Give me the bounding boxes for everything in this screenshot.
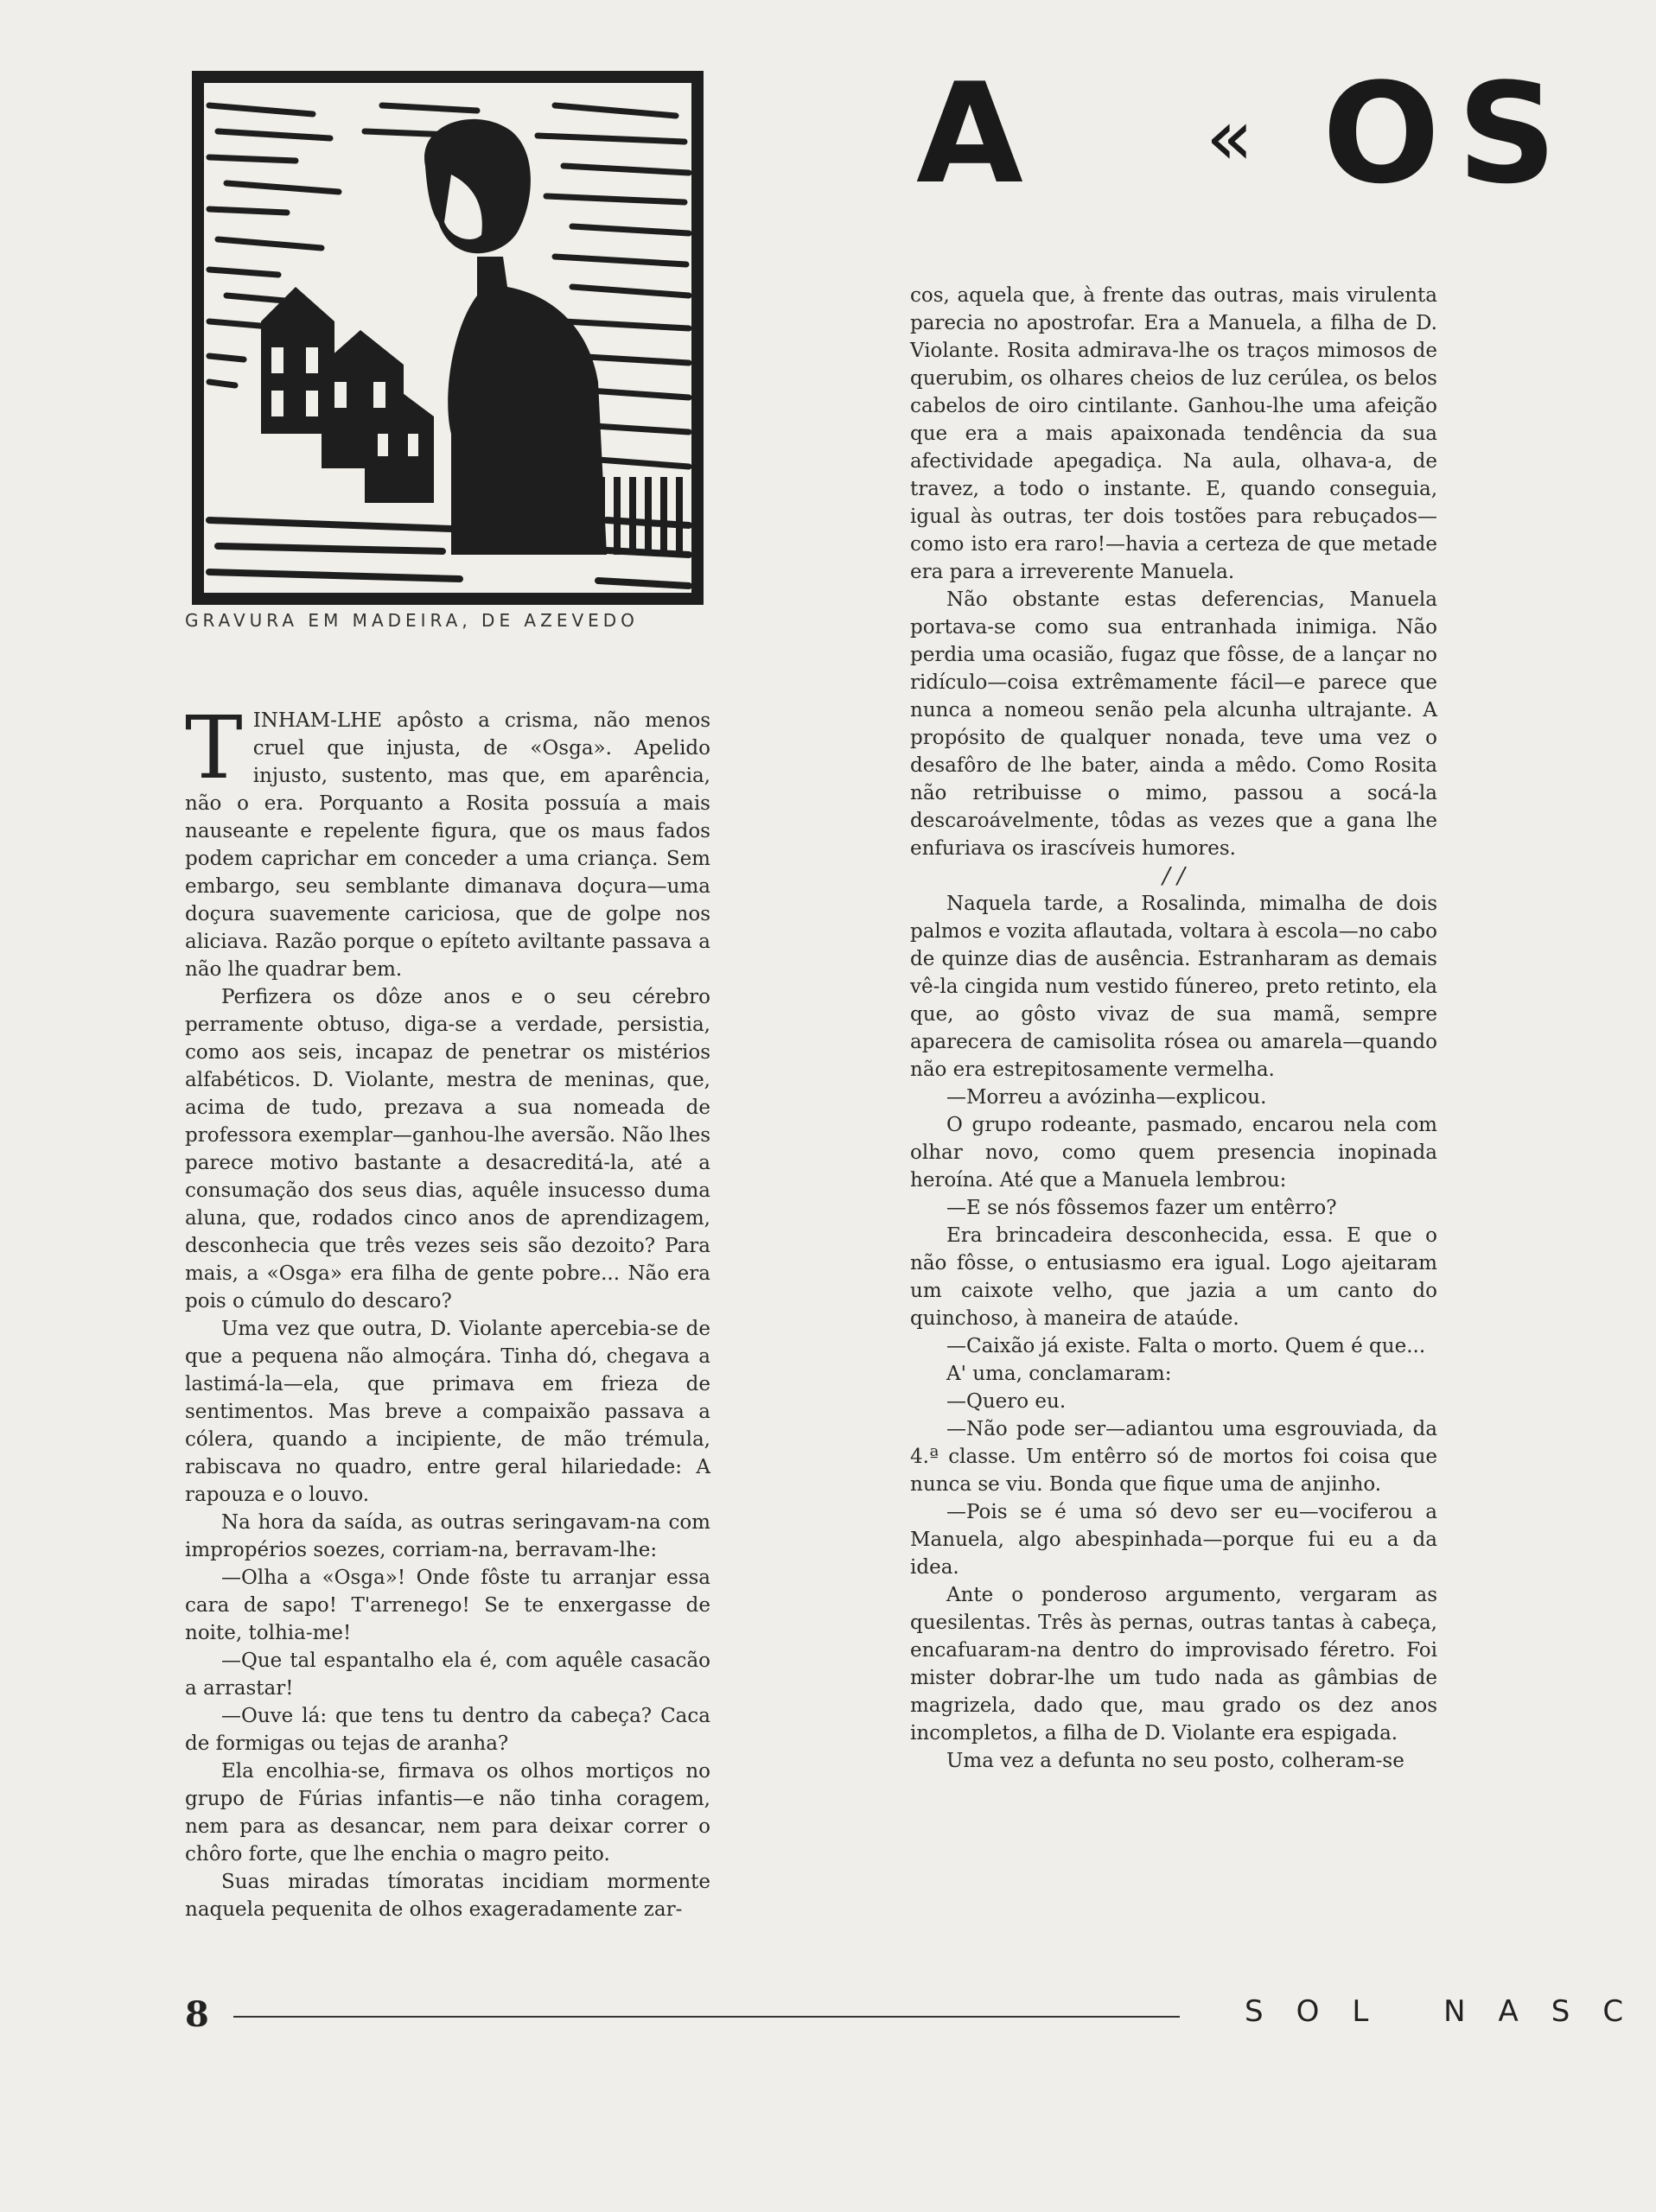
title-letter-a: A — [916, 53, 1023, 214]
paragraph: —Morreu a avózinha—explicou. — [946, 1086, 1267, 1109]
paragraph: A' uma, conclamaram: — [946, 1363, 1172, 1385]
left-column — [185, 697, 711, 1923]
paragraph: Suas miradas tímoratas incidiam mormente naquela pequenita de olhos exageradamente zar- — [185, 1871, 710, 1921]
paragraph: Perfizera os dôze anos e o seu cérebro perramente obtuso, diga-se a verdade, persistia, como aos seis, incapaz de penetrar os mistérios alfabéticos. D. Violante, mestra de meninas, que, acima de tudo, prezava a sua nomeada de professora exemplar—ganhou-lhe aversão. Não lhes parece motivo bastante a desacreditá-la, até a consumação dos seus dias, aquêle insucesso duma aluna, que, rodados cinco anos de aprendizagem, desconhecia que três vezes seis são dezoito? Para mais, a «Osga» era filha de gente pobre... Não era pois o cúmulo do descaro? — [185, 986, 711, 1313]
paragraph: Naquela tarde, a Rosalinda, mimalha de dois palmos e vozita aflautada, voltara à escola—no cabo de quinze dias de ausência. Estranharam as demais vê-la cingida num vestido fúnereo, preto retinto, ela que, ao gôsto vivaz de sua mamã, sempre aparecera de camisolita rósea ou amarela—quando não era estrepitosamente vermelha. — [910, 893, 1437, 1081]
paragraph: —Quero eu. — [946, 1390, 1067, 1413]
paragraph: O grupo rodeante, pasmado, encarou nela com olhar novo, como quem presencia inopinada heroína. Até que a Manuela lembrou: — [910, 1114, 1437, 1192]
section-separator: / / — [1162, 863, 1185, 889]
page-number: 8 — [185, 1994, 209, 2035]
paragraph: Ante o ponderoso argumento, vergaram as quesilentas. Três às pernas, outras tantas à cabeça, encafuaram-na dentro do improvisado féretro. Foi mister dobrar-lhe um tudo nada as gâmbias de magrizela, dado que, mau grado os dez anos incompletos, a filha de D. Violante era espigada. — [910, 1584, 1437, 1745]
paragraph: —Pois se é uma só devo ser eu—vociferou a Manuela, algo abespinhada—porque fui eu a da idea. — [910, 1501, 1437, 1579]
paragraph: Uma vez que outra, D. Violante apercebia-se de que a pequena não almoçára. Tinha dó, chegava a lastimá-la—ela, que primava em frieza de sentimentos. Mas breve a compaixão passava a cólera, quando a incipiente, de mão trémula, rabiscava no quadro, entre geral hilariedade: A rapouza e o louvo. — [185, 1318, 710, 1506]
dropcap: T — [185, 697, 243, 798]
woodcut-illustration — [192, 71, 704, 605]
article-title — [916, 53, 1586, 214]
right-column — [910, 282, 1437, 1775]
illustration-caption: GRAVURA EM MADEIRA, DE AZEVEDO — [185, 610, 639, 631]
paragraph: Era brincadeira desconhecida, essa. E que o não fôsse, o entusiasmo era igual. Logo ajeitaram um caixote velho, que jazia a um canto do quinchoso, à maneira de ataúde. — [910, 1224, 1437, 1330]
paragraph: TINHAM-LHE apôsto a crisma, não menos cruel que injusta, de «Osga». Apelido injusto, sustento, mas que, em aparência, não o era. Porquanto a Rosita possuía a mais nauseante e repelente figura, que os maus fados podem caprichar em conceder a uma criança. Sem embargo, seu semblante dimanava doçura—uma doçura suavemente cariciosa, que de golpe nos aliciava. Razão porque o epíteto aviltante passava a não lhe quadrar bem. — [185, 697, 710, 981]
magazine-name: SOL NASC — [1245, 1994, 1656, 2029]
paragraph: —Olha a «Osga»! Onde fôste tu arranjar essa cara de sapo! T'arrenego! Se te enxergasse de noite, tolhia-me! — [185, 1567, 710, 1644]
paragraph: —Ouve lá: que tens tu dentro da cabeça? Caca de formigas ou tejas de aranha? — [185, 1705, 710, 1755]
paragraph: Uma vez a defunta no seu posto, colheram-se — [946, 1750, 1404, 1772]
title-word: OS — [1322, 53, 1575, 214]
paragraph: Ela encolhia-se, firmava os olhos mortiços no grupo de Fúrias infantis—e não tinha coragem, nem para as desancar, nem para deixar correr o chôro forte, que lhe enchia o magro peito. — [185, 1760, 710, 1866]
paragraph: Na hora da saída, as outras seringavam-na com impropérios soezes, corriam-na, berravam-lhe: — [185, 1511, 710, 1561]
paragraph: —Caixão já existe. Falta o morto. Quem é que... — [946, 1335, 1426, 1357]
paragraph: —Não pode ser—adiantou uma esgrouviada, da 4.ª classe. Um entêrro só de mortos foi coisa que nunca se viu. Bonda que fique uma de anjinho. — [910, 1418, 1437, 1496]
paragraph: Não obstante estas deferencias, Manuela portava-se como sua entranhada inimiga. Não perdia uma ocasião, fugaz que fôsse, de a lançar no ridículo—coisa extrêmamente fácil—e parece que nunca a nomeou senão pela alcunha ultrajante. A propósito de qualquer nonada, teve uma vez o desafôro de lhe bater, ainda a mêdo. Como Rosita não retribuisse o mimo, passou a socá-la descaroávelmente, tôdas as vezes que a gana lhe enfuriava os irascíveis humores. — [910, 588, 1437, 860]
footer-rule — [233, 2016, 1180, 2018]
title-guillemet: « — [1206, 92, 1254, 183]
paragraph: —Que tal espantalho ela é, com aquêle casacão a arrastar! — [185, 1649, 710, 1700]
paragraph: cos, aquela que, à frente das outras, mais virulenta parecia no apostrofar. Era a Manuela, a filha de D. Violante. Rosita admirava-lhe os traços mimosos de querubim, os olhares cheios de luz cerúlea, os belos cabelos de oiro cintilante. Ganhou-lhe uma afeição que era a mais apaixonada tendência da sua afectividade apegadiça. Na aula, olhava-a, de travez, a todo o instante. E, quando conseguia, igual às outras, ter dois tostões para rebuçados—como isto era raro!—havia a certeza de que metade era para a irreverente Manuela. — [910, 284, 1437, 583]
paragraph: —E se nós fôssemos fazer um entêrro? — [946, 1197, 1337, 1219]
